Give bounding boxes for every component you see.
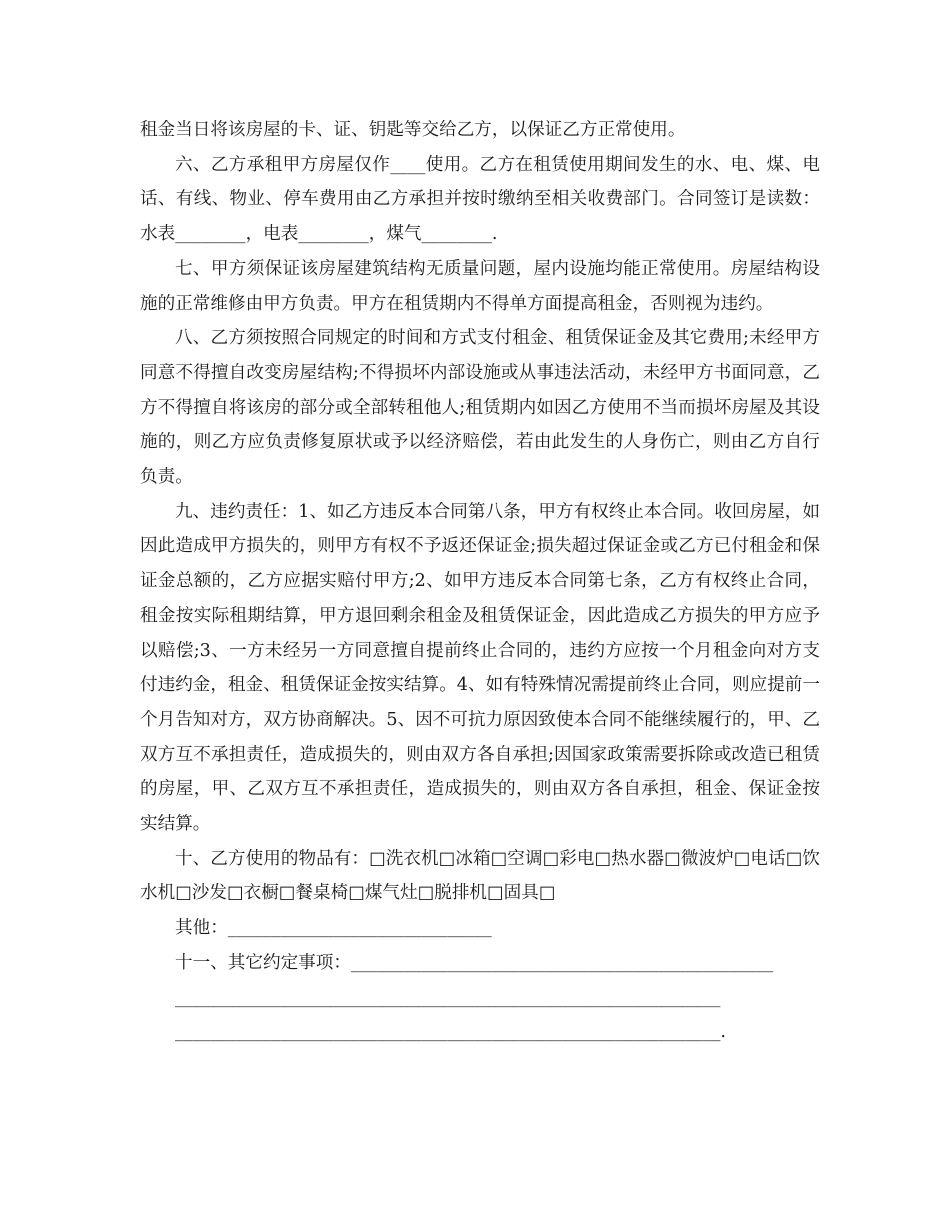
paragraph-clause-7: 七、甲方须保证该房屋建筑结构无质量问题，屋内设施均能正常使用。房屋结构设施的正常维修由甲方负责。甲方在租赁期内不得单方面提高租金，否则视为违约。 — [140, 258, 820, 314]
document-page — [140, 113, 820, 1050]
blank-line-1: ______________________________________________________________ — [175, 987, 721, 1008]
paragraph-clause-6: 六、乙方承租甲方房屋仅作____使用。乙方在租赁使用期间发生的水、电、煤、电话、有线、物业、停车费用由乙方承担并按时缴纳至相关收费部门。合同签订是读数：水表________，电表________，煤气________. — [140, 154, 820, 245]
paragraph-rent-handover: 租金当日将该房屋的卡、证、钥匙等交给乙方，以保证乙方正常使用。 — [140, 120, 686, 140]
blank-line-2: ______________________________________________________________. — [175, 1022, 726, 1043]
paragraph-clause-11: 十一、其它约定事项：________________________________________________ — [175, 952, 774, 973]
paragraph-other-items: 其他：______________________________ — [175, 918, 492, 939]
paragraph-clause-10: 十、乙方使用的物品有：□洗衣机□冰箱□空调□彩电□热水器□微波炉□电话□饮水机□沙发□衣橱□餐桌椅□煤气灶□脱排机□固具□ — [140, 848, 820, 904]
paragraph-clause-8: 八、乙方须按照合同规定的时间和方式支付租金、租赁保证金及其它费用;未经甲方同意不得擅自改变房屋结构;不得损坏内部设施或从事违法活动，未经甲方书面同意，乙方不得擅自将该房的部分或全部转租他人;租赁期内如因乙方使用不当而损坏房屋及其设施的，则乙方应负责修复原状或予以经济赔偿，若由此发生的人身伤亡，则由乙方自行负责。 — [140, 328, 820, 488]
paragraph-clause-9: 九、违约责任：1、如乙方违反本合同第八条，甲方有权终止本合同。收回房屋，如因此造成甲方损失的，则甲方有权不予返还保证金;损失超过保证金或乙方已付租金和保证金总额的，乙方应据实赔付甲方;2、如甲方违反本合同第七条，乙方有权终止合同，租金按实际租期结算，甲方退回剩余租金及租赁保证金，因此造成乙方损失的甲方应予以赔偿;3、一方未经另一方同意擅自提前终止合同的，违约方应按一个月租金向对方支付违约金，租金、租赁保证金按实结算。4、如有特殊情况需提前终止合同，则应提前一个月告知对方，双方协商解决。5、因不可抗力原因致使本合同不能继续履行的，甲、乙双方互不承担责任，造成损失的，则由双方各自承担;因国家政策需要拆除或改造已租赁的房屋，甲、乙双方互不承担责任，造成损失的，则由双方各自承担，租金、保证金按实结算。 — [140, 501, 820, 835]
